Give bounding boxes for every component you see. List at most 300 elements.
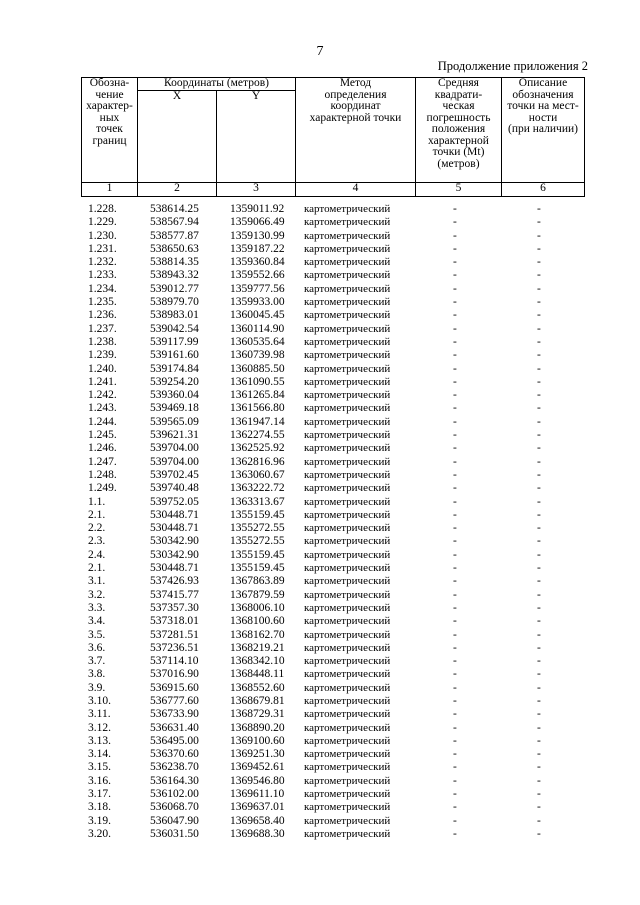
description: - [537,774,541,787]
table-row [81,230,584,243]
coord-y: 1361947.14 [230,415,285,428]
description: - [537,242,541,255]
point-id: 1.245. [88,429,117,442]
method: картометрический [304,203,391,215]
description: - [537,402,541,415]
coord-y: 1369100.60 [230,734,285,747]
table-row [81,363,584,376]
method: картометрический [304,389,391,402]
table-row [81,575,584,588]
coord-x: 536047.90 [150,814,199,827]
error-value: - [453,309,457,322]
point-id: 3.4. [88,615,106,628]
method: картометрический [304,562,391,575]
method: картометрический [304,681,391,694]
error-value: - [453,442,457,455]
coord-x: 539161.60 [150,349,199,362]
point-id: 1.228. [88,203,117,215]
coord-x: 539704.00 [150,442,199,455]
method: картометрический [304,309,391,322]
table-row [81,309,584,322]
method: картометрический [304,535,391,548]
description: - [537,668,541,681]
point-id: 3.8. [88,668,106,681]
coord-y: 1361566.80 [230,402,285,415]
header-point-designation: Обозна- чение характер- ных точек границ [82,78,138,183]
description: - [537,282,541,295]
description: - [537,256,541,269]
table-row [81,602,584,615]
error-value: - [453,535,457,548]
coord-y: 1369611.10 [230,788,285,801]
coord-y: 1369546.80 [230,774,285,787]
coordinates-table-header [81,77,585,197]
coord-x: 539117.99 [150,335,199,348]
table-row [81,655,584,668]
point-id: 1.233. [88,269,117,282]
description: - [537,495,541,508]
point-id: 2.4. [88,548,106,561]
coord-x: 539469.18 [150,402,199,415]
table-row [81,522,584,535]
description: - [537,734,541,747]
point-id: 3.6. [88,641,106,654]
coord-x: 536102.00 [150,788,199,801]
table-row [81,496,584,509]
table-row [81,243,584,256]
point-id: 1.234. [88,282,117,295]
coord-y: 1369637.01 [230,801,285,814]
description: - [537,615,541,628]
error-value: - [453,349,457,362]
coord-y: 1368342.10 [230,655,285,668]
table-row [81,376,584,389]
coord-x: 539740.48 [150,482,199,495]
table-row [81,722,584,735]
point-id: 1.248. [88,468,117,481]
coord-y: 1362525.92 [230,442,285,455]
coord-y: 1368219.21 [230,641,285,654]
error-value: - [453,322,457,335]
error-value: - [453,548,457,561]
coord-y: 1362816.96 [230,455,285,468]
coord-y: 1368679.81 [230,694,285,707]
method: картометрический [304,548,391,561]
point-id: 3.9. [88,681,106,694]
description: - [537,349,541,362]
continuation-note: Продолжение приложения 2 [437,59,588,73]
coord-x: 536915.60 [150,681,199,694]
table-row [81,748,584,761]
coord-x: 537114.10 [150,655,199,668]
method: картометрический [304,734,391,747]
error-value: - [453,455,457,468]
coord-y: 1368552.60 [230,681,285,694]
table-row [81,269,584,282]
method: картометрический [304,322,391,335]
method: картометрический [304,242,391,255]
coord-y: 1368890.20 [230,721,285,734]
coord-x: 537281.51 [150,628,199,641]
error-value: - [453,203,457,215]
method: картометрический [304,362,391,375]
header-method: Метод определения координат характерной точки [296,78,416,183]
error-value: - [453,495,457,508]
coord-y: 1355159.45 [230,508,285,521]
coord-y: 1368100.60 [230,615,285,628]
table-row [81,695,584,708]
description: - [537,375,541,388]
description: - [537,548,541,561]
error-value: - [453,362,457,375]
point-id: 1.1. [88,495,106,508]
error-value: - [453,641,457,654]
point-id: 1.238. [88,335,117,348]
point-id: 2.1. [88,562,106,575]
table-row [81,788,584,801]
method: картометрический [304,282,391,295]
point-id: 3.15. [88,761,111,774]
description: - [537,655,541,668]
coord-y: 1359011.92 [230,203,285,215]
table-row [81,296,584,309]
coord-y: 1363313.67 [230,495,285,508]
method: картометрический [304,442,391,455]
coord-x: 530342.90 [150,548,199,561]
method: картометрический [304,615,391,628]
method: картометрический [304,788,391,801]
error-value: - [453,269,457,282]
method: картометрический [304,349,391,362]
coord-x: 530448.71 [150,562,199,575]
coord-y: 1359066.49 [230,216,285,229]
table-row [81,402,584,415]
error-value: - [453,296,457,309]
coord-y: 1360114.90 [230,322,285,335]
method: картометрический [304,774,391,787]
method: картометрический [304,628,391,641]
point-id: 1.231. [88,242,117,255]
description: - [537,588,541,601]
method: картометрический [304,721,391,734]
description: - [537,362,541,375]
point-id: 1.237. [88,322,117,335]
error-value: - [453,335,457,348]
description: - [537,761,541,774]
method: картометрический [304,296,391,309]
point-id: 1.242. [88,389,117,402]
point-id: 3.2. [88,588,106,601]
method: картометрический [304,601,391,614]
coord-x: 536238.70 [150,761,199,774]
table-row [81,682,584,695]
coord-x: 538577.87 [150,229,199,242]
table-row [81,323,584,336]
description: - [537,575,541,588]
point-id: 3.14. [88,748,111,761]
table-row [81,349,584,362]
table-row [81,283,584,296]
error-value: - [453,575,457,588]
method: картометрический [304,455,391,468]
table-row [81,775,584,788]
coord-y: 1363060.67 [230,468,285,481]
error-value: - [453,655,457,668]
error-value: - [453,256,457,269]
point-id: 2.1. [88,508,106,521]
table-row [81,629,584,642]
table-row [81,256,584,269]
description: - [537,442,541,455]
coord-x: 536631.40 [150,721,199,734]
point-id: 3.13. [88,734,111,747]
method: картометрический [304,668,391,681]
description: - [537,748,541,761]
coord-x: 539752.05 [150,495,199,508]
coord-y: 1362274.55 [230,429,285,442]
method: картометрический [304,269,391,282]
column-number: 6 [502,183,585,197]
coord-y: 1363222.72 [230,482,285,495]
coord-y: 1355272.55 [230,522,285,535]
table-row [81,482,584,495]
point-id: 1.229. [88,216,117,229]
error-value: - [453,694,457,707]
point-id: 3.12. [88,721,111,734]
coord-x: 539012.77 [150,282,199,295]
method: картометрический [304,216,391,229]
point-id: 2.3. [88,535,106,548]
description: - [537,535,541,548]
coord-x: 539174.84 [150,362,199,375]
point-id: 1.247. [88,455,117,468]
error-value: - [453,429,457,442]
table-row [81,442,584,455]
table-row [81,668,584,681]
coord-y: 1368729.31 [230,708,285,721]
coord-y: 1355272.55 [230,535,285,548]
error-value: - [453,601,457,614]
error-value: - [453,389,457,402]
error-value: - [453,282,457,295]
coord-y: 1369658.40 [230,814,285,827]
coord-x: 536733.90 [150,708,199,721]
error-value: - [453,375,457,388]
error-value: - [453,562,457,575]
method: картометрический [304,415,391,428]
coord-x: 536164.30 [150,774,199,787]
description: - [537,801,541,814]
header-error: Средняя квадрати- ческая погрешность положения характерной точки (Mt) (метров) [416,78,502,183]
coord-y: 1355159.45 [230,548,285,561]
description: - [537,721,541,734]
point-id: 3.7. [88,655,106,668]
coord-y: 1360739.98 [230,349,285,362]
coord-x: 530342.90 [150,535,199,548]
description: - [537,814,541,827]
description: - [537,681,541,694]
point-id: 3.16. [88,774,111,787]
point-id: 1.230. [88,229,117,242]
error-value: - [453,827,457,840]
table-row [81,549,584,562]
description: - [537,601,541,614]
method: картометрический [304,402,391,415]
table-row [81,416,584,429]
point-id: 1.243. [88,402,117,415]
point-id: 1.240. [88,362,117,375]
coord-x: 536031.50 [150,827,199,840]
table-row [81,828,584,841]
coord-x: 537016.90 [150,668,199,681]
description: - [537,788,541,801]
error-value: - [453,615,457,628]
coord-y: 1359933.00 [230,296,285,309]
header-y: Y [217,90,296,183]
description: - [537,694,541,707]
description: - [537,482,541,495]
coord-y: 1368448.11 [230,668,285,681]
coordinates-rows [81,203,584,841]
description: - [537,389,541,402]
description: - [537,322,541,335]
point-id: 1.235. [88,296,117,309]
table-row [81,336,584,349]
point-id: 1.244. [88,415,117,428]
error-value: - [453,774,457,787]
point-id: 1.239. [88,349,117,362]
coord-x: 537415.77 [150,588,199,601]
coord-x: 537357.30 [150,601,199,614]
table-row [81,203,584,216]
method: картометрический [304,694,391,707]
coord-y: 1369688.30 [230,827,285,840]
method: картометрический [304,468,391,481]
column-number: 3 [217,183,296,197]
column-number: 1 [82,183,138,197]
point-id: 1.246. [88,442,117,455]
table-row [81,735,584,748]
coord-x: 538983.01 [150,309,199,322]
error-value: - [453,681,457,694]
point-id: 1.249. [88,482,117,495]
method: картометрический [304,495,391,508]
point-id: 1.236. [88,309,117,322]
column-number: 4 [296,183,416,197]
coord-y: 1359130.99 [230,229,285,242]
method: картометрический [304,522,391,535]
coord-x: 530448.71 [150,522,199,535]
error-value: - [453,814,457,827]
table-row [81,456,584,469]
description: - [537,216,541,229]
column-number: 2 [138,183,217,197]
error-value: - [453,668,457,681]
description: - [537,229,541,242]
method: картометрический [304,761,391,774]
table-row [81,642,584,655]
description: - [537,269,541,282]
method: картометрический [304,814,391,827]
coord-y: 1367863.89 [230,575,285,588]
table-row [81,615,584,628]
description: - [537,628,541,641]
coord-y: 1369452.61 [230,761,285,774]
description: - [537,522,541,535]
coord-x: 536370.60 [150,748,199,761]
table-row [81,429,584,442]
coord-x: 539042.54 [150,322,199,335]
point-id: 3.3. [88,601,106,614]
method: картометрический [304,588,391,601]
coord-x: 539254.20 [150,375,199,388]
method: картометрический [304,575,391,588]
method: картометрический [304,256,391,269]
coord-y: 1355159.45 [230,562,285,575]
description: - [537,468,541,481]
table-row [81,708,584,721]
point-id: 3.20. [88,827,111,840]
method: картометрический [304,801,391,814]
description: - [537,455,541,468]
description: - [537,429,541,442]
method: картометрический [304,748,391,761]
coord-x: 538979.70 [150,296,199,309]
coord-x: 537236.51 [150,641,199,654]
method: картометрический [304,641,391,654]
description: - [537,335,541,348]
method: картометрический [304,429,391,442]
error-value: - [453,216,457,229]
description: - [537,641,541,654]
coord-y: 1359777.56 [230,282,285,295]
point-id: 1.232. [88,256,117,269]
point-id: 3.17. [88,788,111,801]
error-value: - [453,588,457,601]
table-row [81,535,584,548]
description: - [537,309,541,322]
description: - [537,827,541,840]
error-value: - [453,229,457,242]
header-description: Описание обозначения точки на мест- ности (при наличии) [502,78,585,183]
error-value: - [453,402,457,415]
table-row [81,801,584,814]
column-number: 5 [416,183,502,197]
method: картометрический [304,655,391,668]
coord-y: 1360045.45 [230,309,285,322]
error-value: - [453,415,457,428]
description: - [537,296,541,309]
error-value: - [453,522,457,535]
description: - [537,508,541,521]
point-id: 3.5. [88,628,106,641]
description: - [537,203,541,215]
error-value: - [453,242,457,255]
coord-x: 537426.93 [150,575,199,588]
error-value: - [453,708,457,721]
error-value: - [453,734,457,747]
error-value: - [453,482,457,495]
point-id: 1.241. [88,375,117,388]
table-row [81,469,584,482]
coord-x: 538943.32 [150,269,199,282]
method: картометрический [304,482,391,495]
table-row [81,815,584,828]
point-id: 3.10. [88,694,111,707]
error-value: - [453,748,457,761]
method: картометрический [304,335,391,348]
coord-y: 1367879.59 [230,588,285,601]
